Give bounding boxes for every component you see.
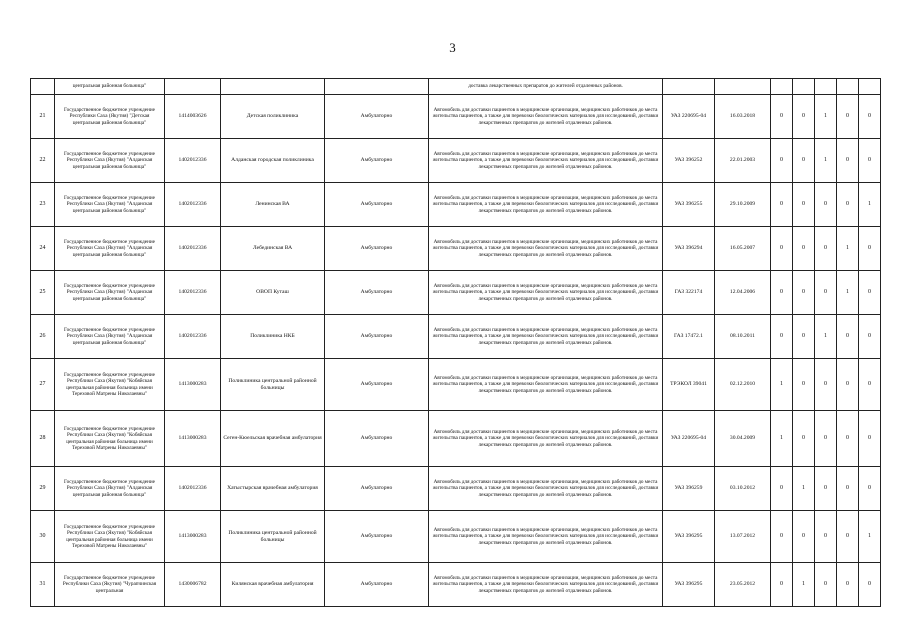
table-row-continued bbox=[31, 79, 881, 95]
cell-c3 bbox=[815, 79, 837, 95]
cell-purpose: Автомобиль для доставки пациентов в медицинские организации, медицинских работников до места жительства пациентов, а также для перевозки биологических материалов для исследований, доставки лекарственных препаратов до жителей отдаленных районов. bbox=[429, 227, 663, 271]
cell-type: Амбулаторно bbox=[325, 227, 429, 271]
cell-c1: 0 bbox=[771, 139, 793, 183]
table-row bbox=[31, 411, 881, 467]
table-row bbox=[31, 227, 881, 271]
cell-c1: 0 bbox=[771, 563, 793, 607]
cell-unit: Хатыстырская врачебная амбулатория bbox=[221, 467, 325, 511]
cell-c1: 0 bbox=[771, 511, 793, 563]
cell-unit: Поликлиника центральной районной больницы bbox=[221, 359, 325, 411]
table-row bbox=[31, 511, 881, 563]
cell-c2: 0 bbox=[793, 271, 815, 315]
cell-no: 26 bbox=[31, 315, 55, 359]
cell-c5: 1 bbox=[859, 511, 881, 563]
cell-model: УАЗ 396295 bbox=[663, 511, 715, 563]
cell-c1: 0 bbox=[771, 271, 793, 315]
cell-type: Амбулаторно bbox=[325, 95, 429, 139]
cell-c4: 0 bbox=[837, 359, 859, 411]
cell-purpose: Автомобиль для доставки пациентов в медицинские организации, медицинских работников до места жительства пациентов, а также для перевозки биологических материалов для исследований, доставки лекарственных препаратов до жителей отдаленных районов. bbox=[429, 563, 663, 607]
cell-purpose: Автомобиль для доставки пациентов в медицинские организации, медицинских работников до места жительства пациентов, а также для перевозки биологических материалов для исследований, доставки лекарственных препаратов до жителей отдаленных районов. bbox=[429, 139, 663, 183]
cell-inn: 1402012336 bbox=[165, 227, 221, 271]
cell-model: УАЗ 396255 bbox=[663, 183, 715, 227]
cell-model: УАЗ 220695-04 bbox=[663, 411, 715, 467]
cell-date: 08.10.2011 bbox=[715, 315, 771, 359]
cell-type: Амбулаторно bbox=[325, 467, 429, 511]
cell-c4: 0 bbox=[837, 139, 859, 183]
cell-c2 bbox=[793, 79, 815, 95]
cell-purpose: Автомобиль для доставки пациентов в медицинские организации, медицинских работников до места жительства пациентов, а также для перевозки биологических материалов для исследований, доставки лекарственных препаратов до жителей отдаленных районов. bbox=[429, 95, 663, 139]
cell-org: Государственное бюджетное учреждение Республики Саха (Якутия) "Чурапчинская центральная bbox=[55, 563, 165, 607]
cell-org: Государственное бюджетное учреждение Республики Саха (Якутия) "Кобяйская центральная районная больница имени Тереховой Матрены Николаевны" bbox=[55, 511, 165, 563]
cell-c1: 0 bbox=[771, 95, 793, 139]
cell-type: Амбулаторно bbox=[325, 511, 429, 563]
cell-c5: 0 bbox=[859, 139, 881, 183]
cell-c4: 0 bbox=[837, 183, 859, 227]
cell-no: 23 bbox=[31, 183, 55, 227]
cell-inn: 1402012336 bbox=[165, 183, 221, 227]
cell-purpose: доставка лекарственных препаратов до жителей отдаленных районов. bbox=[429, 79, 663, 95]
cell-no: 24 bbox=[31, 227, 55, 271]
cell-type: Амбулаторно bbox=[325, 139, 429, 183]
cell-c4: 0 bbox=[837, 411, 859, 467]
cell-unit: Ленинская ВА bbox=[221, 183, 325, 227]
table-row bbox=[31, 183, 881, 227]
cell-c5: 0 bbox=[859, 467, 881, 511]
cell-c2: 0 bbox=[793, 315, 815, 359]
cell-c3: 0 bbox=[815, 411, 837, 467]
cell-c1: 0 bbox=[771, 183, 793, 227]
cell-inn: 1413000283 bbox=[165, 511, 221, 563]
table-row bbox=[31, 139, 881, 183]
cell-purpose: Автомобиль для доставки пациентов в медицинские организации, медицинских работников до места жительства пациентов, а также для перевозки биологических материалов для исследований, доставки лекарственных препаратов до жителей отдаленных районов. bbox=[429, 315, 663, 359]
cell-c1: 0 bbox=[771, 227, 793, 271]
cell-purpose: Автомобиль для доставки пациентов в медицинские организации, медицинских работников до места жительства пациентов, а также для перевозки биологических материалов для исследований, доставки лекарственных препаратов до жителей отдаленных районов. bbox=[429, 183, 663, 227]
cell-inn: 1413000283 bbox=[165, 359, 221, 411]
table-row bbox=[31, 271, 881, 315]
cell-model: УАЗ 396259 bbox=[663, 467, 715, 511]
cell-unit: Алданская городская поликлиника bbox=[221, 139, 325, 183]
table-row bbox=[31, 563, 881, 607]
cell-type: Амбулаторно bbox=[325, 563, 429, 607]
cell-type bbox=[325, 79, 429, 95]
cell-c3: 0 bbox=[815, 271, 837, 315]
cell-c1: 0 bbox=[771, 315, 793, 359]
cell-unit: Килянская врачебная амбулатория bbox=[221, 563, 325, 607]
cell-unit: Лебединская ВА bbox=[221, 227, 325, 271]
cell-c2: 0 bbox=[793, 95, 815, 139]
cell-org: Государственное бюджетное учреждение Республики Саха (Якутия) "Алданская центральная районная больница" bbox=[55, 227, 165, 271]
cell-c4 bbox=[837, 79, 859, 95]
cell-type: Амбулаторно bbox=[325, 315, 429, 359]
page-number: 3 bbox=[449, 40, 456, 55]
cell-c5: 0 bbox=[859, 411, 881, 467]
cell-purpose: Автомобиль для доставки пациентов в медицинские организации, медицинских работников до места жительства пациентов, а также для перевозки биологических материалов для исследований, доставки лекарственных препаратов до жителей отдаленных районов. bbox=[429, 411, 663, 467]
cell-inn: 1430006782 bbox=[165, 563, 221, 607]
cell-c1: 1 bbox=[771, 359, 793, 411]
cell-unit: Поликлиника НКБ bbox=[221, 315, 325, 359]
cell-unit: Поликлиника центральной районной больницы bbox=[221, 511, 325, 563]
cell-c4: 0 bbox=[837, 511, 859, 563]
cell-date: 03.10.2012 bbox=[715, 467, 771, 511]
cell-c3: 0 bbox=[815, 467, 837, 511]
cell-c2: 1 bbox=[793, 563, 815, 607]
cell-inn: 1402012336 bbox=[165, 271, 221, 315]
cell-c5: 1 bbox=[859, 183, 881, 227]
cell-c1: 1 bbox=[771, 411, 793, 467]
cell-org: Государственное бюджетное учреждение Республики Саха (Якутия) "Алданская центральная районная больница" bbox=[55, 183, 165, 227]
cell-no: 28 bbox=[31, 411, 55, 467]
cell-date: 16.05.2007 bbox=[715, 227, 771, 271]
cell-purpose: Автомобиль для доставки пациентов в медицинские организации, медицинских работников до места жительства пациентов, а также для перевозки биологических материалов для исследований, доставки лекарственных препаратов до жителей отдаленных районов. bbox=[429, 271, 663, 315]
cell-unit: Сеген-Кюельская врачебная амбулатория bbox=[221, 411, 325, 467]
cell-c3: 1 bbox=[815, 315, 837, 359]
cell-c2: 0 bbox=[793, 227, 815, 271]
cell-c4: 1 bbox=[837, 227, 859, 271]
cell-date: 02.12.2010 bbox=[715, 359, 771, 411]
cell-org: Государственное бюджетное учреждение Республики Саха (Якутия) "Кобяйская центральная районная больница имени Тереховой Матрены Николаевны" bbox=[55, 359, 165, 411]
cell-c4: 0 bbox=[837, 95, 859, 139]
cell-c4: 0 bbox=[837, 467, 859, 511]
cell-org: центральная районная больница" bbox=[55, 79, 165, 95]
cell-model: УАЗ 396295 bbox=[663, 563, 715, 607]
cell-c4: 1 bbox=[837, 271, 859, 315]
cell-purpose: Автомобиль для доставки пациентов в медицинские организации, медицинских работников до места жительства пациентов, а также для перевозки биологических материалов для исследований, доставки лекарственных препаратов до жителей отдаленных районов. bbox=[429, 511, 663, 563]
cell-type: Амбулаторно bbox=[325, 183, 429, 227]
cell-c2: 0 bbox=[793, 359, 815, 411]
cell-inn: 1402012336 bbox=[165, 467, 221, 511]
cell-c3: 0 bbox=[815, 183, 837, 227]
cell-model: ГАЗ 322174 bbox=[663, 271, 715, 315]
cell-date: 29.10.2009 bbox=[715, 183, 771, 227]
cell-c3: 0 bbox=[815, 563, 837, 607]
cell-org: Государственное бюджетное учреждение Республики Саха (Якутия) "Алданская центральная районная больница" bbox=[55, 315, 165, 359]
cell-c3: 0 bbox=[815, 511, 837, 563]
cell-unit bbox=[221, 79, 325, 95]
cell-c3: 0 bbox=[815, 359, 837, 411]
cell-date: 12.04.2006 bbox=[715, 271, 771, 315]
table-row bbox=[31, 359, 881, 411]
cell-inn: 1402012336 bbox=[165, 315, 221, 359]
cell-date: 30.04.2009 bbox=[715, 411, 771, 467]
cell-date: 23.05.2012 bbox=[715, 563, 771, 607]
cell-no: 30 bbox=[31, 511, 55, 563]
cell-org: Государственное бюджетное учреждение Республики Саха (Якутия) "Алданская центральная районная больница" bbox=[55, 139, 165, 183]
cell-type: Амбулаторно bbox=[325, 271, 429, 315]
cell-model: УАЗ 396252 bbox=[663, 139, 715, 183]
cell-date: 22.01.2003 bbox=[715, 139, 771, 183]
cell-model: УАЗ 396294 bbox=[663, 227, 715, 271]
cell-model: ТРЭКОЛ 39041 bbox=[663, 359, 715, 411]
cell-org: Государственное бюджетное учреждение Республики Саха (Якутия) "Алданская центральная районная больница" bbox=[55, 271, 165, 315]
cell-c2: 0 bbox=[793, 411, 815, 467]
cell-c3: 0 bbox=[815, 227, 837, 271]
cell-type: Амбулаторно bbox=[325, 359, 429, 411]
cell-c2: 1 bbox=[793, 467, 815, 511]
cell-c2: 0 bbox=[793, 139, 815, 183]
cell-c5 bbox=[859, 79, 881, 95]
cell-inn: 1413000283 bbox=[165, 411, 221, 467]
cell-c5: 0 bbox=[859, 359, 881, 411]
cell-inn: 1414003626 bbox=[165, 95, 221, 139]
cell-no: 21 bbox=[31, 95, 55, 139]
cell-unit: ОВОП Куташ bbox=[221, 271, 325, 315]
cell-no: 29 bbox=[31, 467, 55, 511]
cell-c5: 0 bbox=[859, 271, 881, 315]
cell-unit: Детская поликлиника bbox=[221, 95, 325, 139]
table-row bbox=[31, 467, 881, 511]
cell-c5: 0 bbox=[859, 227, 881, 271]
cell-purpose: Автомобиль для доставки пациентов в медицинские организации, медицинских работников до места жительства пациентов, а также для перевозки биологических материалов для исследований, доставки лекарственных препаратов до жителей отдаленных районов. bbox=[429, 359, 663, 411]
cell-inn bbox=[165, 79, 221, 95]
cell-model bbox=[663, 79, 715, 95]
cell-c5: 0 bbox=[859, 95, 881, 139]
cell-c3: 1 bbox=[815, 95, 837, 139]
cell-c2: 0 bbox=[793, 511, 815, 563]
vehicles-table bbox=[30, 78, 881, 607]
cell-purpose: Автомобиль для доставки пациентов в медицинские организации, медицинских работников до места жительства пациентов, а также для перевозки биологических материалов для исследований, доставки лекарственных препаратов до жителей отдаленных районов. bbox=[429, 467, 663, 511]
cell-c5: 0 bbox=[859, 563, 881, 607]
cell-org: Государственное бюджетное учреждение Республики Саха (Якутия) "Детская центральная районная больница" bbox=[55, 95, 165, 139]
cell-inn: 1402012336 bbox=[165, 139, 221, 183]
cell-no: 27 bbox=[31, 359, 55, 411]
cell-type: Амбулаторно bbox=[325, 411, 429, 467]
cell-no bbox=[31, 79, 55, 95]
cell-model: ГАЗ 17472.1 bbox=[663, 315, 715, 359]
cell-date: 13.07.2012 bbox=[715, 511, 771, 563]
cell-no: 22 bbox=[31, 139, 55, 183]
cell-no: 31 bbox=[31, 563, 55, 607]
cell-c4: 0 bbox=[837, 563, 859, 607]
cell-c3: 1 bbox=[815, 139, 837, 183]
cell-c1 bbox=[771, 79, 793, 95]
cell-no: 25 bbox=[31, 271, 55, 315]
cell-date: 16.03.2018 bbox=[715, 95, 771, 139]
cell-org: Государственное бюджетное учреждение Республики Саха (Якутия) "Алданская центральная районная больница" bbox=[55, 467, 165, 511]
cell-model: УАЗ 220695-04 bbox=[663, 95, 715, 139]
table-row bbox=[31, 95, 881, 139]
cell-c4: 0 bbox=[837, 315, 859, 359]
cell-org: Государственное бюджетное учреждение Республики Саха (Якутия) "Кобяйская центральная районная больница имени Тереховой Матрены Николаевны" bbox=[55, 411, 165, 467]
table-row bbox=[31, 315, 881, 359]
cell-date bbox=[715, 79, 771, 95]
cell-c1: 0 bbox=[771, 467, 793, 511]
cell-c2: 0 bbox=[793, 183, 815, 227]
cell-c5: 0 bbox=[859, 315, 881, 359]
